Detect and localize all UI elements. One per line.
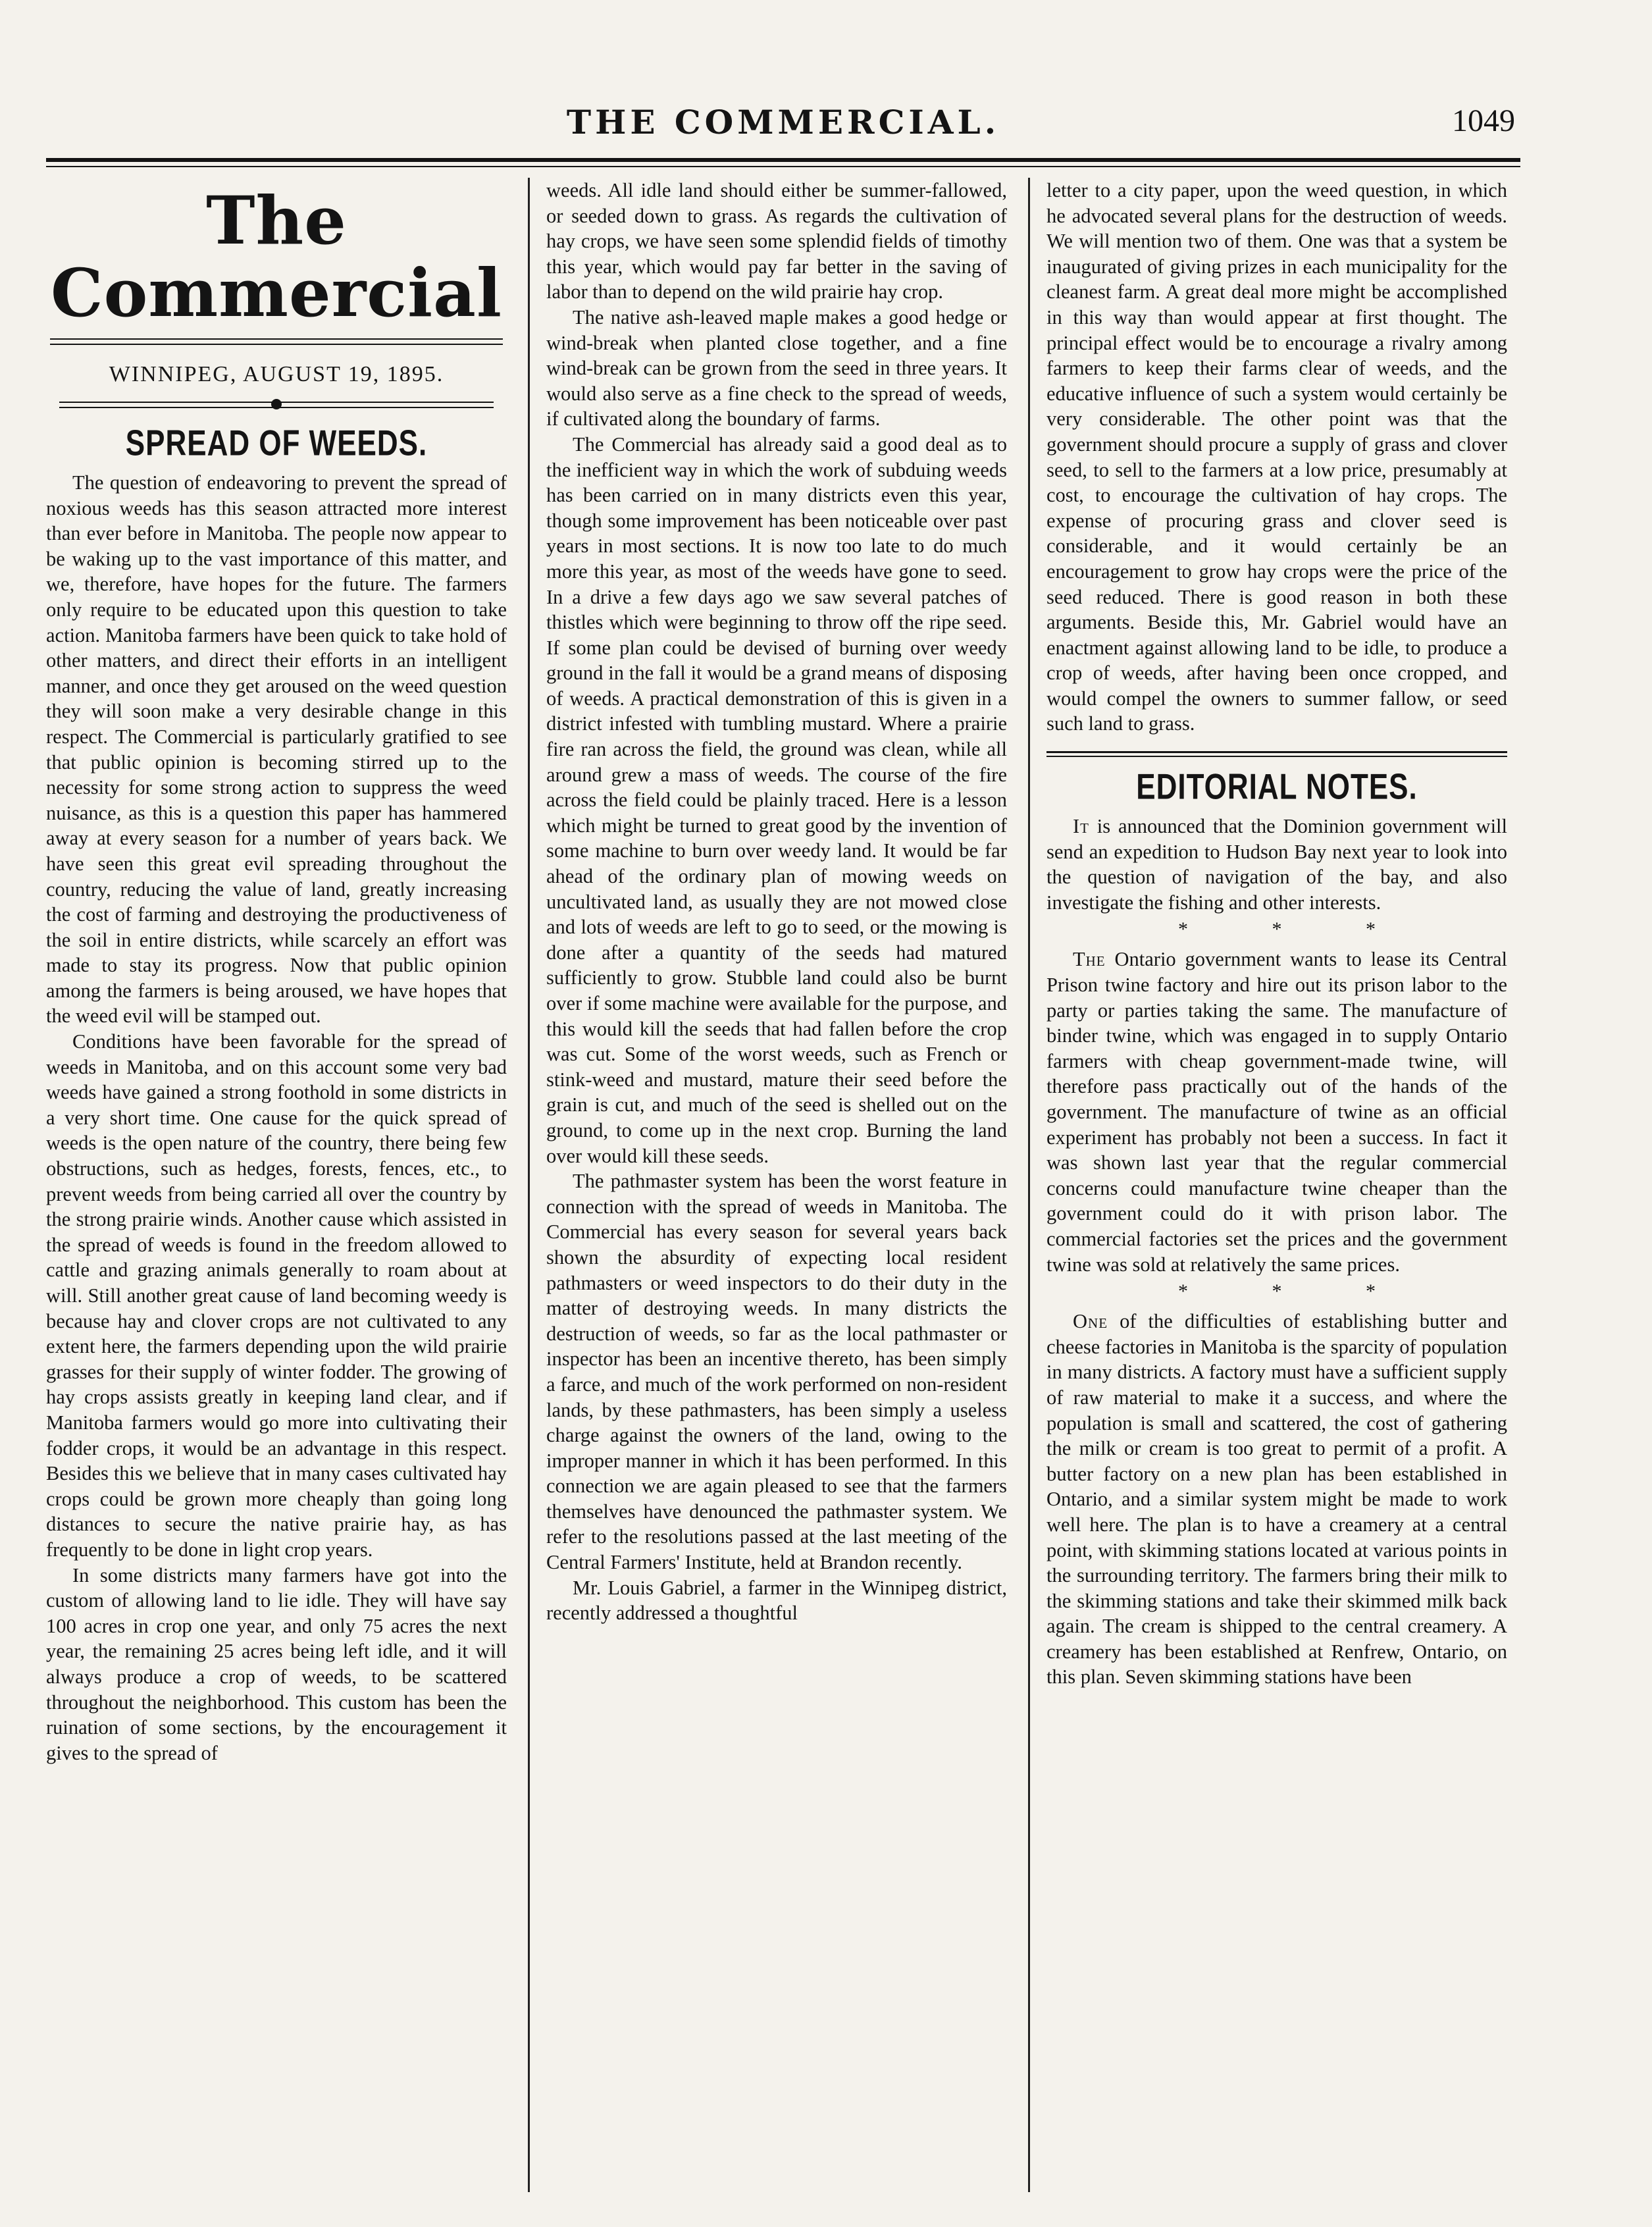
column-rule-1	[528, 178, 530, 2192]
running-head	[46, 99, 1520, 151]
article-paragraph: weeds. All idle land should either be summer-fallowed, or seeded down to grass. As regards the cultivation of hay crops, we have seen some splendid fields of timothy this year, which would pay far better in the saving of labor than to depend on the wild prairie hay crop.	[546, 179, 1007, 303]
column-3	[1046, 178, 1507, 2192]
note-text: Ontario government wants to lease its Central Prison twine factory and hire out its prison labor to the party or parties taking the same. The manufacture of binder twine, which was engaged in to supply Ontario farmers with cheap government-made twine, will therefore pass practically out of the hands of the government. The manufacture of twine as an official experiment has probably not been a success. In fact it was shown last year that the regular commercial concerns could manufacture twine cheaper than the government could do it with prison labor. The commercial factories set the prices and the government twine was sold at relatively the same prices.	[1046, 948, 1507, 1276]
dateline-ornament	[59, 398, 494, 413]
asterisk-separator: * * *	[1178, 1280, 1415, 1303]
dateline: WINNIPEG, AUGUST 19, 1895.	[109, 362, 444, 386]
masthead-title: The Commercial	[51, 182, 502, 332]
note-text: of the difficulties of establishing butter and cheese factories in Manitoba is the sparcity of population in many districts. A factory must have a sufficient supply of raw material to make it a success, and where the population is small and scattered, the cost of gathering the milk or cream is too great to permit of a profit. A butter factory on a new plan has been established in Ontario, and a similar system might be made to work well here. The plan is to have a creamery at a central point, with skimming stations located at various points in the surrounding territory. The farmers bring their milk to the skimming stations and take their skimmed milk back again. The cream is shipped to the central creamery. A creamery has been established at Renfrew, Ontario, on this plan. Seven skimming stations have been	[1046, 1310, 1507, 1689]
masthead-rule	[50, 344, 503, 345]
article-paragraph: The Commercial has already said a good deal as to the inefficient way in which the work of subduing weeds has been carried on in many districts even this year, though some improvement has been noticeable over past years in most sections. It is now too late to do much more this year, as most of the weeds have gone to seed. In a drive a few days ago we saw several patches of thistles which were beginning to throw off the ripe seed. If some plan could be devised of burning over weedy ground in the fall it would be a grand means of disposing of weeds. A practical demonstration of this is given in a district infested with tumbling mustard. Where a prairie fire ran across the field, the ground was clean, while all around grew a mass of weeds. The course of the fire across the field could be plainly traced. Here is a lesson which might be turned to great good by the invention of some machine to burn over weedy land. It would be far ahead of the ordinary plan of mowing weeds on uncultivated land, as usually they are not mowed close and lots of weeds are left to go to seed, or the mowing is done after a quantity of the seeds had matured sufficiently to grow. Stubble land could also be burnt over if some machine were available for the purpose, and this would kill the seeds that had fallen before the crop was cut. Some of the worst weeds, such as French or stink-weed and mustard, mature their seed before the grain is cut, and much of the seed is shelled out on the ground, to come up in the next crop. Burning the land over would kill these seeds.	[546, 432, 1007, 1167]
article-paragraph: The question of endeavoring to prevent the spread of noxious weeds has this season attracted more interest than ever before in Manitoba. The people now appear to be waking up to the vast importance of this matter, and we, therefore, have hopes for the future. The farmers only require to be educated upon this question to take action. Manitoba farmers have been quick to take hold of other matters, and direct their efforts in an intelligent manner, and once they get aroused on the weed question they will soon make a very desirable change in this respect. The Commercial is particularly gratified to see that public opinion is becoming stirred up to the necessity for some strong action to suppress the weed nuisance, as this is a question this paper has hammered away at every season for a number of years back. We have seen this great evil spreading throughout the country, reducing the value of land, greatly increasing the cost of farming and destroying the productiveness of the soil in entire districts, while scarcely an effort was made to stay its progress. Now that public opinion among the farmers is being aroused, we have hopes that the weed evil will be stamped out.	[46, 471, 507, 1028]
head-rule-thick	[46, 158, 1520, 162]
section-rule	[1046, 756, 1507, 757]
column-2	[546, 178, 1007, 2192]
column-rule-2	[1028, 178, 1030, 2192]
column-1	[46, 178, 507, 2192]
editorial-note	[1046, 814, 1507, 915]
article-headline: SPREAD OF WEEDS.	[125, 423, 428, 463]
note-text: is announced that the Dominion government will send an expedition to Hudson Bay next year to look into the question of navigation of the bay, and also investigate the fishing and other interests.	[1046, 815, 1507, 914]
masthead-rule	[50, 338, 503, 340]
article-paragraph: The native ash-leaved maple makes a good hedge or wind-break when planted close together, and a fine wind-break can be grown from the seed in three years. It would also serve as a fine check to the spread of weeds, if cultivated along the boundary of farms.	[546, 305, 1007, 431]
asterisk-separator: * * *	[1178, 918, 1415, 941]
head-rule-thin	[46, 166, 1520, 167]
section-rule	[1046, 751, 1507, 753]
article-paragraph: Mr. Louis Gabriel, a farmer in the Winnipeg district, recently addressed a thoughtful	[546, 1576, 1007, 1625]
editorial-notes-headline: EDITORIAL NOTES.	[1136, 766, 1418, 808]
note-lead-word: One	[1073, 1310, 1108, 1333]
note-lead-word: It	[1073, 815, 1089, 838]
newspaper-page	[46, 99, 1520, 2225]
running-title: THE COMMERCIAL.	[566, 103, 1000, 142]
editorial-note	[1046, 1309, 1507, 1690]
article-paragraph: The pathmaster system has been the worst feature in connection with the spread of weeds in Manitoba. The Commercial has every season for several years back shown the absurdity of expecting local resident pathmasters or weed inspectors to do their duty in the matter of destroying weeds. In many districts the destruction of weeds, so far as the local pathmaster or inspector has been an incentive thereto, has been simply a farce, and much of the work performed on non-resident lands, by these pathmasters, has been simply a useless charge against the owners of the land, owing to the improper manner in which it has been performed. In this connection we are again pleased to see that the farmers themselves have denounced the pathmaster system. We refer to the resolutions passed at the last meeting of the Central Farmers' Institute, held at Brandon recently.	[546, 1170, 1007, 1574]
article-paragraph: In some districts many farmers have got into the custom of allowing land to lie idle. They will have say 100 acres in crop one year, and only 75 acres the next year, the remaining 25 acres being left idle, and it will always produce a crop of weeds, to be scattered throughout the neighborhood. This custom has been the ruination of some sections, by the encouragement it gives to the spread of	[46, 1563, 507, 1764]
note-lead-word: The	[1073, 948, 1106, 971]
article-paragraph: Conditions have been favorable for the spread of weeds in Manitoba, and on this account some very bad weeds have gained a strong foothold in some districts in a very short time. One cause for the quick spread of weeds is the open nature of the country, there being few obstructions, such as hedges, forests, fences, etc., to prevent weeds from being carried all over the country by the strong prairie winds. Another cause which assisted in the spread of weeds is found in the freedom allowed to cattle and grazing animals generally to roam about at will. Still another great cause of land becoming weedy is because hay and clover crops are not cultivated to any extent here, the farmers depending upon the wild prairie grasses for their supply of winter fodder. The growing of hay crops assists greatly in keeping land clear, and if Manitoba farmers would go more into cultivating their fodder crops, it would be an advantage in this respect. Besides this we believe that in many cases cultivated hay crops could be grown more cheaply than going long distances to secure the native prairie hay, as has frequently to be done in light crop years.	[46, 1030, 507, 1561]
editorial-note	[1046, 947, 1507, 1277]
page-number: 1049	[1452, 103, 1515, 138]
article-paragraph: letter to a city paper, upon the weed question, in which he advocated several plans for the destruction of weeds. We will mention two of them. One was that a system be inaugurated of giving prizes in each municipality for the cleanest farm. A great deal more might be accomplished in this way than would appear at first thought. The principal effect would be to encourage a rivalry among farmers to keep their farms clear of weeds, and the educative influence of such a system would certainly be very considerable. The other point was that the government should procure a supply of grass and clover seed, to sell to the farmers at a low price, presumably at cost, to encourage the cultivation of hay crops. The expense of procuring grass and clover seed is considerable, and it would certainly be an encouragement to grow hay crops were the price of the seed reduced. There is good reason in both these arguments. Beside this, Mr. Gabriel would have an enactment against allowing land to be idle, to produce a crop of weeds, after having been once cropped, and would compel the owners to summer fallow, or seed such land to grass.	[1046, 179, 1507, 735]
